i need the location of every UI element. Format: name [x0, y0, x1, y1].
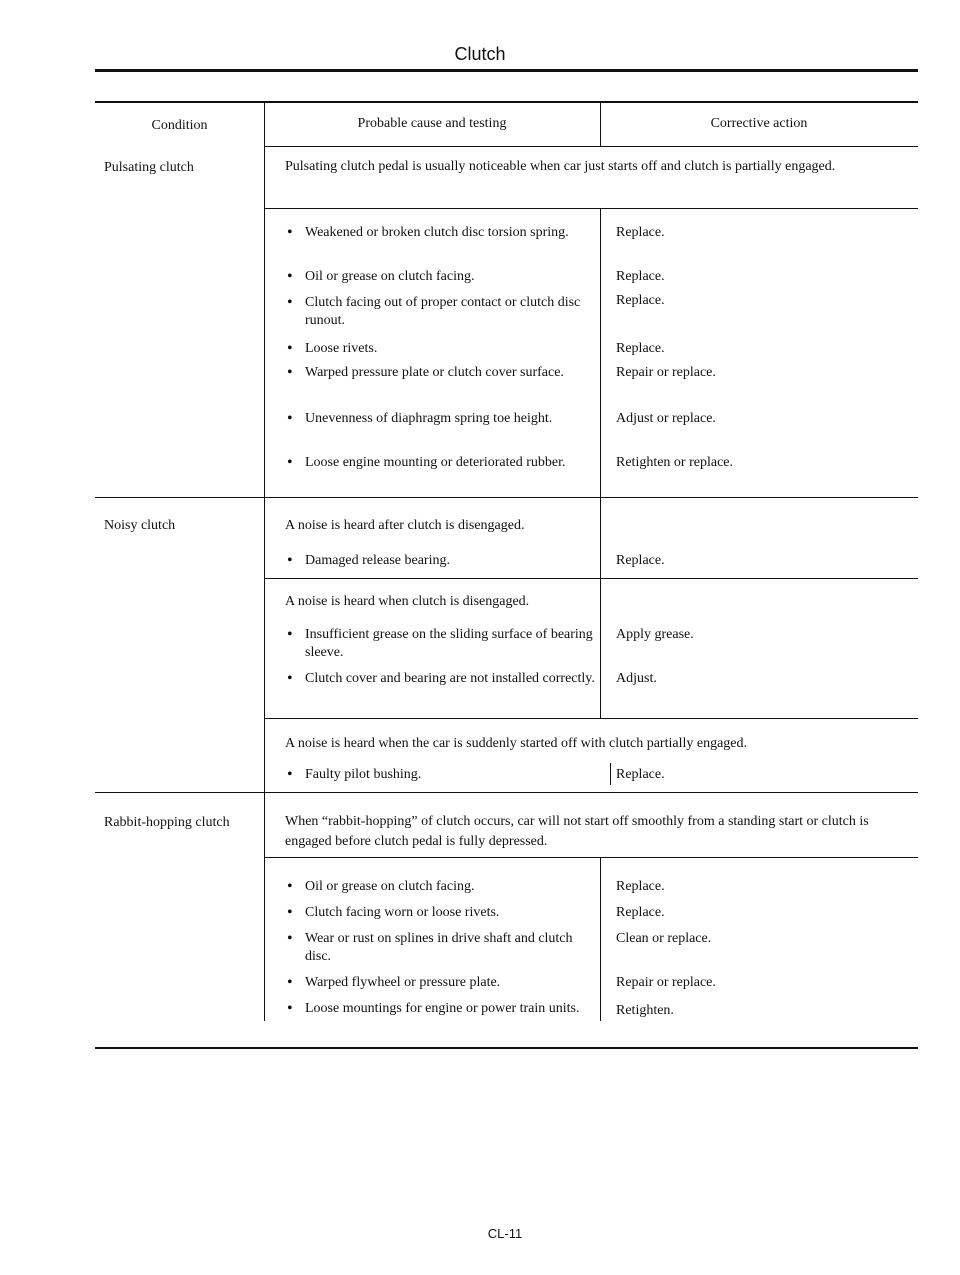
page-number: CL-11 — [487, 1226, 523, 1241]
table-top-rule — [95, 101, 918, 103]
cause-item: • Oil or grease on clutch facing. — [285, 878, 595, 896]
action-item: Clean or replace. — [616, 931, 712, 946]
header-rule — [95, 69, 918, 72]
section-divider — [95, 497, 918, 498]
condition-pulsating: Pulsating clutch — [104, 160, 194, 175]
group-rule — [264, 718, 918, 719]
action-item: Retighten. — [616, 1003, 674, 1018]
column-divider-2 — [600, 498, 601, 578]
cause-item: • Clutch cover and bearing are not installed correctly. — [285, 670, 595, 688]
cause-item: • Warped flywheel or pressure plate. — [285, 974, 595, 992]
cause-item: • Damaged release bearing. — [285, 552, 595, 570]
action-item: Replace. — [616, 767, 665, 782]
cause-item: • Oil or grease on clutch facing. — [285, 268, 595, 286]
action-item: Repair or replace. — [616, 975, 716, 990]
action-item: Apply grease. — [616, 627, 694, 642]
group-intro: A noise is heard after clutch is disengaged. — [285, 518, 525, 533]
action-item: Replace. — [616, 879, 665, 894]
column-divider-2 — [600, 858, 601, 1021]
condition-rabbit-hopping: Rabbit-hopping clutch — [104, 815, 230, 830]
cause-item: • Clutch facing worn or loose rivets. — [285, 904, 595, 922]
action-item: Replace. — [616, 905, 665, 920]
action-item: Replace. — [616, 293, 665, 308]
column-divider-short — [610, 763, 611, 785]
section-divider — [95, 792, 918, 793]
cause-item: • Wear or rust on splines in drive shaft and clutch disc. — [285, 930, 595, 966]
section-intro-pulsating: Pulsating clutch pedal is usually noticeable when car just starts off and clutch is partially engaged. — [285, 159, 836, 174]
cause-item: • Clutch facing out of proper contact or clutch disc runout. — [285, 294, 595, 330]
group-rule — [264, 578, 918, 579]
column-header-action: Corrective action — [710, 116, 808, 131]
cause-item: • Faulty pilot bushing. — [285, 766, 595, 784]
cause-item: • Loose engine mounting or deteriorated rubber. — [285, 454, 595, 472]
cause-item: • Weakened or broken clutch disc torsion spring. — [285, 224, 595, 242]
column-divider-2 — [600, 208, 601, 498]
column-divider-2 — [600, 579, 601, 718]
column-header-condition: Condition — [151, 118, 208, 133]
header-bottom-rule — [264, 146, 918, 147]
action-item: Retighten or replace. — [616, 455, 734, 470]
section-rule — [264, 857, 918, 858]
column-divider-1 — [264, 101, 265, 1021]
section-rule — [264, 208, 918, 209]
cause-item: • Warped pressure plate or clutch cover surface. — [285, 364, 595, 382]
table-bottom-rule — [95, 1047, 918, 1049]
action-item: Adjust. — [616, 671, 657, 686]
group-intro: A noise is heard when clutch is disengaged. — [285, 594, 530, 609]
cause-item: • Loose rivets. — [285, 340, 595, 358]
section-intro-rabbit-hopping: When “rabbit-hopping” of clutch occurs, car will not start off smoothly from a standing start or clutch is engaged before clutch pedal is fully depressed. — [285, 814, 869, 849]
action-item: Repair or replace. — [616, 365, 716, 380]
action-item: Adjust or replace. — [616, 411, 716, 426]
action-item: Replace. — [616, 341, 665, 356]
action-item: Replace. — [616, 225, 665, 240]
cause-item: • Unevenness of diaphragm spring toe height. — [285, 410, 595, 428]
column-header-cause: Probable cause and testing — [357, 116, 507, 131]
cause-item: • Insufficient grease on the sliding surface of bearing sleeve. — [285, 626, 595, 662]
group-intro: A noise is heard when the car is suddenly started off with clutch partially engaged. — [285, 736, 747, 751]
cause-item: • Loose mountings for engine or power train units. — [285, 1000, 595, 1018]
action-item: Replace. — [616, 553, 665, 568]
action-item: Replace. — [616, 269, 665, 284]
condition-noisy: Noisy clutch — [104, 518, 176, 533]
page-title: Clutch — [454, 44, 506, 64]
